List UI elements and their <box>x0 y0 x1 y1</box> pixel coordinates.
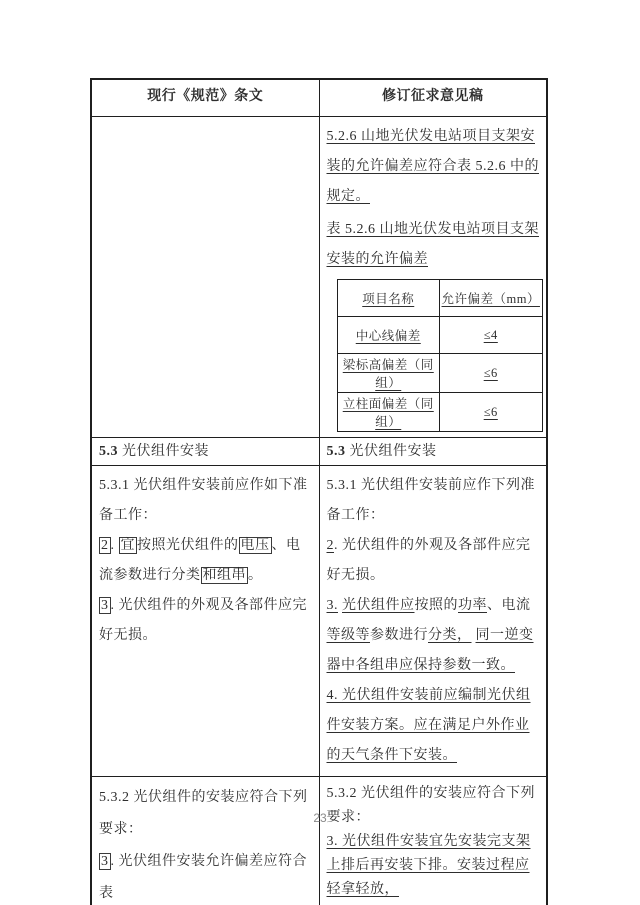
cell-5-2-6-revision <box>319 117 547 438</box>
deviation-item: 立柱面偏差（同组） <box>337 393 440 432</box>
row-5-2-6 <box>91 117 547 438</box>
table-header-row <box>91 79 547 117</box>
heading-5-3: 5.3 光伏组件安装 <box>326 444 437 459</box>
para-5-3-1-item2: 2 . 宜 按照光伏组件的 电压 、电流参数进行分类 和组串 。 <box>99 538 301 583</box>
para-5-3-1-intro: 5.3.1 光伏组件安装前应作下列准备工作： <box>326 478 535 523</box>
header-revision-draft: 修订征求意见稿 <box>319 79 547 117</box>
para-5-3-2-item3: 3 . 光伏组件安装允许偏差应符合表 <box>99 854 307 901</box>
para-5-3-1-intro: 5.3.1 光伏组件安装前应作如下准备工作： <box>99 478 308 523</box>
para-5-3-1-item4: 4. 光伏组件安装前应编制光伏组件安装方案。应在满足户外作业的天气条件下安装。 <box>326 688 531 763</box>
para-5-3-1-item2: 2. 光伏组件的外观及各部件应完好无损。 <box>326 538 531 583</box>
deviation-row-column-face <box>337 393 542 432</box>
deviation-item: 中心线偏差 <box>337 317 440 354</box>
para-5-3-1-item3: 3 . 光伏组件的外观及各部件应完好无损。 <box>99 598 307 643</box>
deviation-value: ≤6 <box>440 393 543 432</box>
cell-5-3-1-current <box>91 466 319 777</box>
para-5-3-2-item3: 3. 光伏组件安装宜先安装完支架上排后再安装下排。安装过程应轻拿轻放， <box>326 834 531 897</box>
deviation-header-row <box>337 280 542 317</box>
cell-5-3-1-revision <box>319 466 547 777</box>
deviation-col-allowed: 允许偏差（mm） <box>440 280 543 317</box>
cell-5-3-2-current <box>91 777 319 905</box>
para-5-3-1-item3: 3. 光伏组件应按照的功率、电流等级等参数进行分类， 同一逆变器中各组串应保持参数一致。 <box>326 598 534 673</box>
cell-5-3-revision <box>319 438 547 466</box>
cell-5-3-current <box>91 438 319 466</box>
page-number: 23 <box>313 811 327 825</box>
para-5-2-6-provision: 5.2.6 山地光伏发电站项目支架安装的允许偏差应符合表 5.2.6 中的规定。 <box>326 129 539 204</box>
deviation-item: 梁标高偏差（同组） <box>337 354 440 393</box>
allowed-deviation-table <box>337 279 543 432</box>
row-5-3-heading <box>91 438 547 466</box>
deviation-value: ≤6 <box>440 354 543 393</box>
deviation-value: ≤4 <box>440 317 543 354</box>
cell-5-3-2-revision <box>319 777 547 905</box>
heading-5-3: 5.3 光伏组件安装 <box>99 444 209 459</box>
row-5-3-2 <box>91 777 547 905</box>
deviation-row-centerline <box>337 317 542 354</box>
header-current-spec: 现行《规范》条文 <box>91 79 319 117</box>
comparison-table <box>90 78 548 905</box>
row-5-3-1 <box>91 466 547 777</box>
para-5-3-2-intro: 5.3.2 光伏组件的安装应符合下列要求： <box>99 790 308 837</box>
deviation-col-item-name: 项目名称 <box>337 280 440 317</box>
cell-5-2-6-current-empty <box>91 117 319 438</box>
para-5-3-2-intro: 5.3.2 光伏组件的安装应符合下列要求： <box>326 786 535 825</box>
para-5-2-6-table-title: 表 5.2.6 山地光伏发电站项目支架安装的允许偏差 <box>326 222 539 267</box>
deviation-row-beam-elevation <box>337 354 542 393</box>
